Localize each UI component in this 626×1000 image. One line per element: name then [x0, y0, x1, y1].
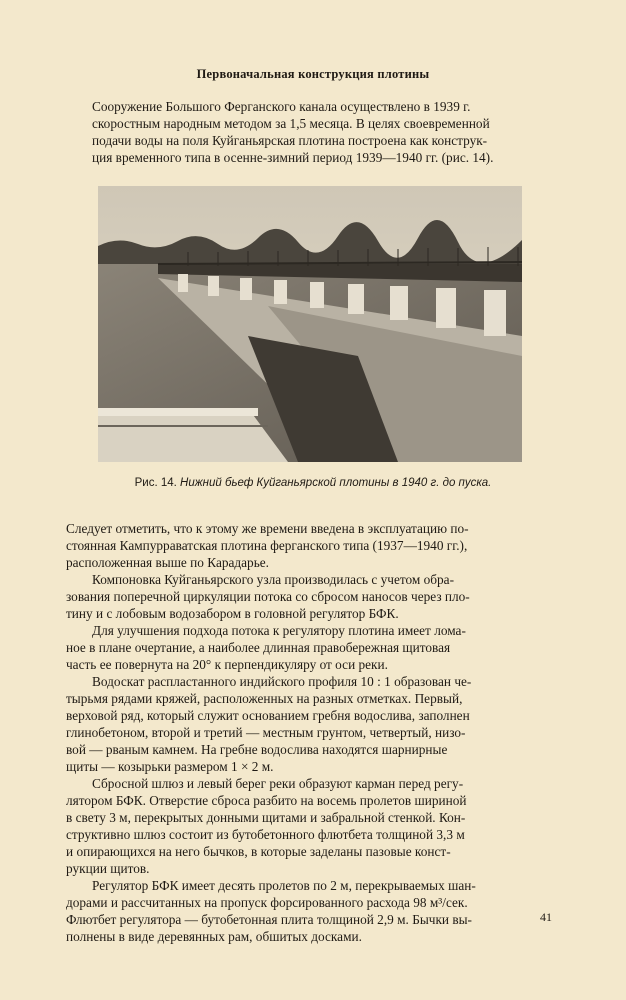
text-line: Сбросной шлюз и левый берег реки образуют карман перед регу-: [92, 776, 464, 791]
text-line: дорами и рассчитанных на пропуск форсированного расхода 98 м³/сек.: [66, 895, 468, 910]
text-line: Флютбет регулятора — бутобетонная плита толщиной 2,9 м. Бычки вы-: [66, 912, 472, 927]
text-line: рукции щитов.: [66, 861, 150, 876]
text-line: Компоновка Куйганьярского узла производилась с учетом обра-: [92, 572, 455, 587]
text-line: зования поперечной циркуляции потока со сбросом наносов через пло-: [66, 589, 470, 604]
text-line: Регулятор БФК имеет десять пролетов по 2 м, перекрываемых шан-: [92, 878, 476, 893]
body-text: [66, 520, 557, 945]
text-line: глинобетоном, второй и третий — местным грунтом, четвертый, низо-: [66, 725, 466, 740]
text-line: тину и с лобовым водозабором в головной регулятор БФК.: [66, 606, 399, 621]
dam-photo-illustration: [98, 186, 522, 462]
text-line: подачи воды на поля Куйганьярская плотина построена как конструк-: [92, 133, 488, 148]
text-line: расположенная выше по Карадарье.: [66, 555, 269, 570]
text-line: верховой ряд, который служит основанием гребня водослива, заполнен: [66, 708, 470, 723]
text-line: вой — рваным камнем. На гребне водослива находятся шарнирные: [66, 742, 448, 757]
text-line: в свету 3 м, перекрытых донными щитами и забральной стенкой. Кон-: [66, 810, 466, 825]
text-line: щиты — козырьки размером 1 × 2 м.: [66, 759, 274, 774]
text-line: тырьмя рядами кряжей, расположенных на разных отметках. Первый,: [66, 691, 463, 706]
text-line: структивно шлюз состоит из бутобетонного флютбета толщиной 3,3 м: [66, 827, 465, 842]
text-line: часть ее повернута на 20° к перпендикуляру от оси реки.: [66, 657, 388, 672]
text-line: ция временного типа в осенне-зимний период 1939—1940 гг. (рис. 14).: [92, 150, 494, 165]
text-line: и опирающихся на него бычков, в которые заделаны пазовые конст-: [66, 844, 451, 859]
section-heading: Первоначальная конструкция плотины: [196, 67, 430, 81]
text-line: ное в плане очертание, а наиболее длинная правобережная щитовая: [66, 640, 451, 655]
text-line: лятором БФК. Отверстие сброса разбито на восемь пролетов шириной: [66, 793, 467, 808]
page-number: 41: [540, 910, 552, 924]
figure-caption: [0, 477, 626, 489]
text-line: Для улучшения подхода потока к регулятору плотина имеет лома-: [92, 623, 466, 638]
caption-text: Нижний бьеф Куйганьярской плотины в 1940 г. до пуска.: [180, 477, 492, 489]
text-line: скоростным народным методом за 1,5 месяца. В целях своевременной: [92, 116, 490, 131]
text-line: Следует отметить, что к этому же времени введена в эксплуатацию по-: [66, 521, 469, 536]
text-line: Водоскат распластанного индийского профиля 10 : 1 образован че-: [92, 674, 472, 689]
text-line: полнены в виде деревянных рам, обшитых досками.: [66, 929, 362, 944]
text-line: стоянная Кампурраватская плотина ферганского типа (1937—1940 гг.),: [66, 538, 468, 553]
intro-paragraph: [92, 98, 557, 166]
text-line: Сооружение Большого Ферганского канала осуществлено в 1939 г.: [92, 99, 471, 114]
caption-label: Рис. 14.: [134, 477, 177, 489]
dam-photograph: [98, 186, 522, 462]
